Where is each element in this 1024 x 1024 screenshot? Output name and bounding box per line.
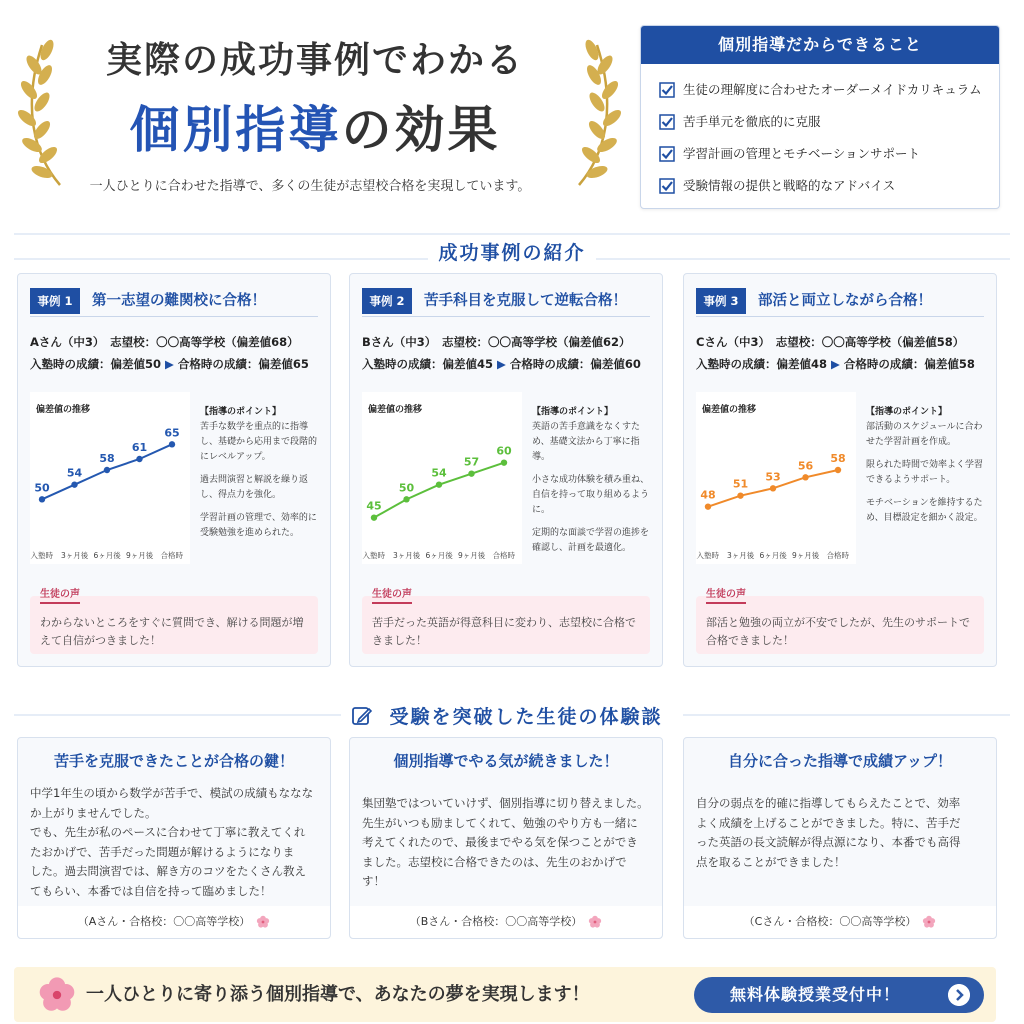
testimonial-line: す！ <box>362 874 385 888</box>
chart-x-tick-label: 9ヶ月後 <box>458 551 486 560</box>
point-item: 学習計画の管理で、効率的に受験勉強を進められた。 <box>200 513 317 538</box>
cta-banner <box>14 967 996 1022</box>
chart-x-tick-label: 6ヶ月後 <box>425 551 453 560</box>
chart-data-label: 50 <box>34 481 50 495</box>
testimonial-card-3 <box>683 737 997 939</box>
checkbox-checked-icon <box>659 146 675 162</box>
testimonial-card-1 <box>17 737 331 939</box>
chart-point <box>403 496 409 502</box>
chart-data-label: 48 <box>700 488 716 502</box>
testimonial-line: した。過去問演習では、解き方のコツをたくさん教え <box>30 864 306 878</box>
cherry-blossom-icon <box>38 976 76 1014</box>
case-divider <box>30 316 318 317</box>
banner-text: 一人ひとりに寄り添う個別指導で、あなたの夢を実現します！ <box>86 984 590 1005</box>
chart-title: 偏差値の推移 <box>368 405 423 415</box>
point-item: 部活動のスケジュールに合わせた学習計画を作成。 <box>866 422 983 447</box>
points-title: 【指導のポイント】 <box>866 407 948 417</box>
feature-item <box>659 138 999 170</box>
chart-point <box>104 467 110 473</box>
free-trial-button-label: 無料体験授業受付中！ <box>730 985 901 1004</box>
case-title: 第一志望の難関校に合格！ <box>92 293 266 309</box>
chart-point <box>770 485 776 491</box>
chart-point <box>835 467 841 473</box>
chart-title: 偏差値の推移 <box>702 405 757 415</box>
chart-point <box>501 459 507 465</box>
feature-text: 生徒の理解度に合わせたオーダーメイドカリキュラム <box>683 82 982 97</box>
feature-text: 苦手単元を徹底的に克服 <box>683 114 821 129</box>
points-list <box>532 420 654 564</box>
testimonial-line: 考えてくれたので、最後までやる気を保つことができ <box>362 835 638 849</box>
point-item: 過去問演習と解説を繰り返し、得点力を強化。 <box>200 475 309 500</box>
chart-x-tick-label: 合格時 <box>160 551 183 560</box>
hero-title-rest: の効果 <box>341 100 501 159</box>
points-title: 【指導のポイント】 <box>200 407 282 417</box>
chart-data-label: 60 <box>496 444 512 458</box>
feature-item <box>659 106 999 138</box>
feature-item <box>659 170 999 202</box>
chart-x-tick-label: 入塾時 <box>30 551 53 560</box>
free-trial-button[interactable] <box>694 977 984 1013</box>
chart-point <box>705 503 711 509</box>
chart-plot <box>362 416 522 546</box>
point-item: モチベーションを維持するため、目標設定を細かく設定。 <box>866 498 983 523</box>
point-item: 定期的な面談で学習の進捗を確認し、計画を最適化。 <box>532 528 650 553</box>
feature-text: 学習計画の管理とモチベーションサポート <box>683 146 921 161</box>
voice-text: わからないところをすぐに質問でき、解ける問題が増えて自信がつきました！ <box>40 616 304 647</box>
case-card-3 <box>683 273 997 667</box>
testimonial-title: 自分に合った指導で成績アップ！ <box>728 752 952 770</box>
cherry-blossom-icon <box>922 915 936 929</box>
checkbox-checked-icon <box>659 82 675 98</box>
chart-data-label: 50 <box>398 481 415 495</box>
testimonial-card-2 <box>349 737 663 939</box>
case-title: 部活と両立しながら合格！ <box>758 293 932 309</box>
chart-point <box>136 456 142 462</box>
chart-data-label: 58 <box>830 452 846 465</box>
testimonial-line: たおかげで、苦手だった問題が解けるようになりま <box>30 844 295 859</box>
cases-section-title: 成功事例の紹介 <box>0 238 1024 265</box>
testimonial-title: 個別指導でやる気が続きました！ <box>393 752 619 770</box>
hero-title-line2 <box>80 90 550 162</box>
laurel-left-icon <box>12 30 72 190</box>
case-title: 苦手科目を克服して逆転合格！ <box>424 293 627 309</box>
voice-label: 生徒の声 <box>372 588 412 604</box>
chart-data-label: 61 <box>131 441 148 454</box>
points-title: 【指導のポイント】 <box>532 407 614 417</box>
testimonial-line: よく成績を上げることができました。特に、苦手だ <box>696 815 961 830</box>
chart-x-tick-label: 6ヶ月後 <box>759 551 787 560</box>
testimonial-line: 先生がいつも励ましてくれて、勉強のやり方も一緒に <box>362 815 638 830</box>
testimonial-footer: （Cさん・合格校：〇〇高等学校） <box>684 906 996 938</box>
case-result: 入塾時の成績：偏差値45 ▶ 合格時の成績：偏差値60 <box>362 357 641 371</box>
testimonial-line: てもらい、本番では自信を持って臨めました！ <box>30 883 272 898</box>
case-card-2 <box>349 273 663 667</box>
testimonial-line: 自分の弱点を的確に指導してもらえたことで、効率 <box>696 796 961 810</box>
student-voice <box>362 589 650 654</box>
chart-x-tick-label: 3ヶ月後 <box>393 551 421 560</box>
chart-point <box>468 470 474 476</box>
chart-point <box>737 492 743 498</box>
student-voice <box>696 589 984 654</box>
chart-x-tick-label: 9ヶ月後 <box>792 551 820 560</box>
chart-point <box>169 441 175 447</box>
cherry-blossom-icon <box>256 915 270 929</box>
hero-title-line1: 実際の成功事例でわかる <box>105 39 524 81</box>
testimonial-footer: （Aさん・合格校：〇〇高等学校） <box>18 906 330 938</box>
testimonial-line: った英語の長文読解が得点源になり、本番でも高得 <box>696 835 961 849</box>
chart-point <box>371 514 377 520</box>
chart-x-tick-label: 6ヶ月後 <box>93 551 121 560</box>
point-item: 苦手な数学を重点的に指導し、基礎から応用まで段階的にレベルアップ。 <box>200 422 318 462</box>
testimonial-body <box>696 794 986 872</box>
testimonial-footer: （Bさん・合格校：〇〇高等学校） <box>350 906 662 938</box>
testimonial-line: 中学1年生の頃から数学が苦手で、模試の成績もななな <box>30 786 314 800</box>
case-divider <box>362 316 650 317</box>
chart-x-tick-label: 3ヶ月後 <box>61 551 89 560</box>
hero-title-accent: 個別指導 <box>129 100 342 159</box>
checkbox-checked-icon <box>659 178 675 194</box>
deviation-chart <box>30 392 190 564</box>
testimonial-line: でも、先生が私のペースに合わせて丁寧に教えてくれ <box>30 825 306 839</box>
testimonial-line: 点を取ることができました！ <box>696 854 846 869</box>
points-list <box>200 420 322 549</box>
chart-point <box>71 481 77 487</box>
case-student: Bさん（中3） 志望校：〇〇高等学校（偏差値62） <box>362 335 631 349</box>
testimonial-line: か上がりませんでした。 <box>30 805 157 820</box>
case-student: Cさん（中3） 志望校：〇〇高等学校（偏差値58） <box>696 335 965 349</box>
arrow-right-icon: ▶ <box>831 357 840 371</box>
case-card-1 <box>17 273 331 667</box>
point-item: 英語の苦手意識をなくすため、基礎文法から丁寧に指導。 <box>532 422 641 462</box>
features-box <box>640 25 1000 209</box>
deviation-chart <box>362 392 522 564</box>
points-list <box>866 420 988 534</box>
chart-point <box>802 474 808 480</box>
chart-x-tick-label: 合格時 <box>826 551 849 560</box>
chart-x-tick-label: 3ヶ月後 <box>727 551 755 560</box>
chart-data-label: 58 <box>99 452 115 465</box>
chart-data-label: 54 <box>431 466 447 480</box>
hero-subtitle: 一人ひとりに合わせた指導で、多くの生徒が志望校合格を実現しています。 <box>89 179 531 194</box>
section-divider <box>14 233 1010 235</box>
voice-label: 生徒の声 <box>40 588 80 604</box>
case-result: 入塾時の成績：偏差値48 ▶ 合格時の成績：偏差値58 <box>696 357 975 371</box>
voice-text: 苦手だった英語が得意科目に変わり、志望校に合格できました！ <box>372 616 636 647</box>
voice-label: 生徒の声 <box>706 588 746 604</box>
case-student: Aさん（中3） 志望校：〇〇高等学校（偏差値68） <box>30 335 299 349</box>
testimonials-section-title: 受験を突破した生徒の体験談 <box>0 702 1024 729</box>
chart-data-label: 53 <box>765 470 781 484</box>
point-item: 小さな成功体験を積み重ね、自信を持って取り組めるように。 <box>532 475 650 515</box>
arrow-right-icon: ▶ <box>165 357 174 371</box>
chart-x-tick-label: 合格時 <box>492 551 515 560</box>
case-tag: 事例 1 <box>30 288 80 314</box>
testimonial-title: 苦手を克服できたことが合格の鍵！ <box>53 752 294 770</box>
arrow-circle-right-icon <box>948 984 970 1006</box>
chart-data-label: 45 <box>366 499 382 513</box>
chart-point <box>436 481 442 487</box>
case-tag: 事例 3 <box>696 288 746 314</box>
arrow-right-icon: ▶ <box>497 357 506 371</box>
pencil-note-icon <box>351 705 373 727</box>
chart-plot <box>696 416 856 546</box>
chart-data-label: 57 <box>463 455 480 469</box>
chart-data-label: 54 <box>66 466 83 480</box>
testimonial-body <box>30 784 320 901</box>
chart-plot <box>30 416 190 546</box>
deviation-chart <box>696 392 856 564</box>
laurel-right-icon <box>567 30 627 190</box>
case-tag: 事例 2 <box>362 288 412 314</box>
chart-data-label: 51 <box>732 477 749 491</box>
chart-point <box>39 496 45 502</box>
testimonial-body <box>362 794 652 892</box>
chart-data-label: 65 <box>164 426 180 440</box>
cherry-blossom-icon <box>588 915 602 929</box>
voice-text: 部活と勉強の両立が不安でしたが、先生のサポートで合格できました！ <box>706 616 970 647</box>
feature-item <box>659 74 999 106</box>
testimonial-line: ました。志望校に合格できたのは、先生のおかげで <box>362 854 627 869</box>
chart-x-tick-label: 9ヶ月後 <box>126 551 154 560</box>
chart-x-tick-label: 入塾時 <box>696 551 719 560</box>
testimonial-line: 集団塾ではついていけず、個別指導に切り替えました。 <box>362 796 649 810</box>
chart-title: 偏差値の推移 <box>36 405 91 415</box>
chart-data-label: 56 <box>797 459 814 473</box>
point-item: 限られた時間で効率よく学習できるようサポート。 <box>866 460 984 485</box>
features-title: 個別指導だからできること <box>641 26 999 64</box>
student-voice <box>30 589 318 654</box>
checkbox-checked-icon <box>659 114 675 130</box>
chart-x-tick-label: 入塾時 <box>362 551 385 560</box>
features-list <box>641 64 999 202</box>
case-divider <box>696 316 984 317</box>
feature-text: 受験情報の提供と戦略的なアドバイス <box>683 178 896 193</box>
case-result: 入塾時の成績：偏差値50 ▶ 合格時の成績：偏差値65 <box>30 357 309 371</box>
